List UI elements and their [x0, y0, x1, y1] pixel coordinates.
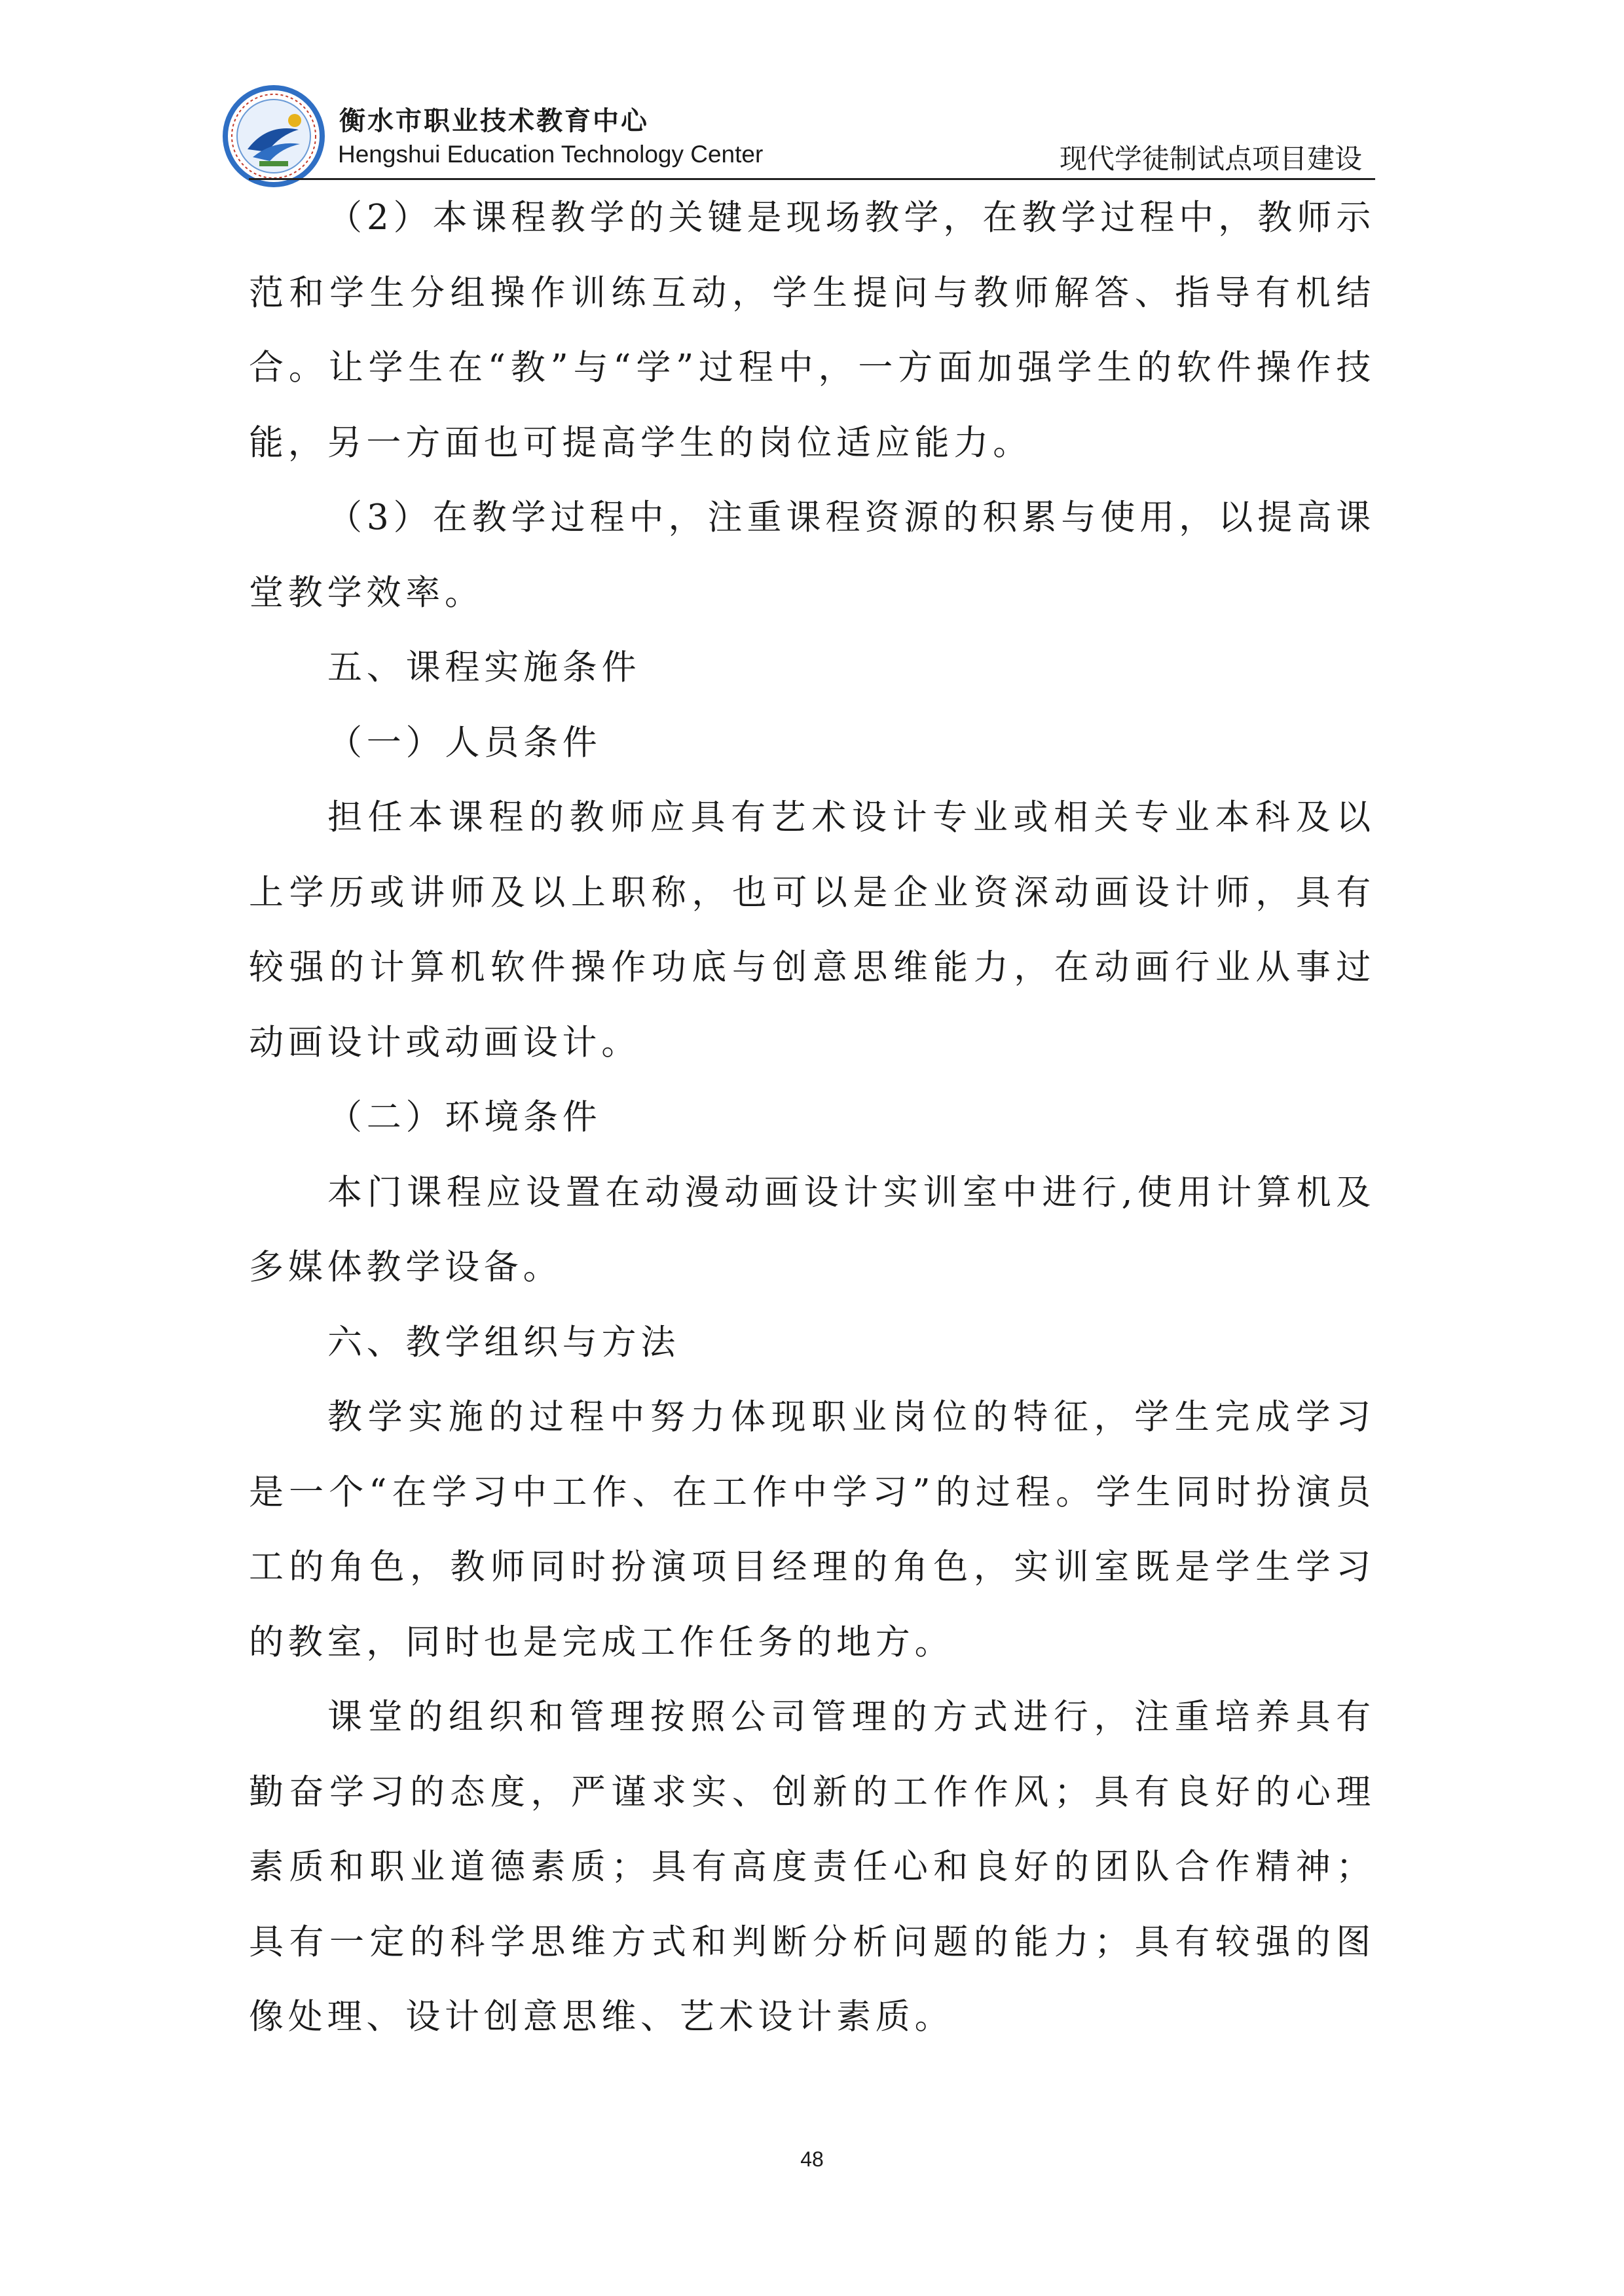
paragraph-course-resources: （3）在教学过程中，注重课程资源的积累与使用，以提高课堂教学效率。 — [249, 498, 1375, 613]
page-number: 48 — [800, 2147, 824, 2171]
project-title: 现代学徒制试点项目建设 — [1059, 143, 1362, 175]
section-heading-implementation-conditions: 五、课程实施条件 — [327, 647, 641, 687]
school-emblem-icon — [221, 84, 326, 189]
organization-name-cn: 衡水市职业技术教育中心 — [339, 106, 649, 136]
subsection-heading-personnel: （一）人员条件 — [327, 722, 602, 763]
section-heading-organization-methods: 六、教学组织与方法 — [327, 1322, 680, 1362]
page-header — [0, 0, 1624, 183]
paragraph-teaching-key: （2）本课程教学的关键是现场教学，在教学过程中，教师示范和学生分组操作训练互动，学生提问与教师解答、指导有机结合。让学生在“教”与“学”过程中，一方面加强学生的软件操作技能，另一方面也可提高学生的岗位适应能力。 — [249, 198, 1375, 463]
paragraph-environment-conditions: 本门课程应设置在动漫动画设计实训室中进行,使用计算机及多媒体教学设备。 — [249, 1172, 1375, 1287]
organization-name-en: Hengshui Education Technology Center — [338, 141, 764, 168]
paragraph-teaching-organization: 教学实施的过程中努力体现职业岗位的特征，学生完成学习是一个“在学习中工作、在工作中学习”的过程。学生同时扮演员工的角色，教师同时扮演项目经理的角色，实训室既是学生学习的教室，同时也是完成工作任务的地方。 — [249, 1397, 1375, 1662]
header-divider — [249, 178, 1375, 180]
paragraph-personnel-conditions: 担任本课程的教师应具有艺术设计专业或相关专业本科及以上学历或讲师及以上职称，也可以是企业资深动画设计师，具有较强的计算机软件操作功底与创意思维能力，在动画行业从事过动画设计或动画设计。 — [249, 797, 1375, 1063]
subsection-heading-environment: （二）环境条件 — [327, 1097, 602, 1137]
document-body — [249, 181, 1375, 2055]
paragraph-classroom-management: 课堂的组织和管理按照公司管理的方式进行，注重培养具有勤奋学习的态度，严谨求实、创新的工作作风；具有良好的心理素质和职业道德素质；具有高度责任心和良好的团队合作精神；具有一定的科学思维方式和判断分析问题的能力；具有较强的图像处理、设计创意思维、艺术设计素质。 — [249, 1697, 1375, 2037]
